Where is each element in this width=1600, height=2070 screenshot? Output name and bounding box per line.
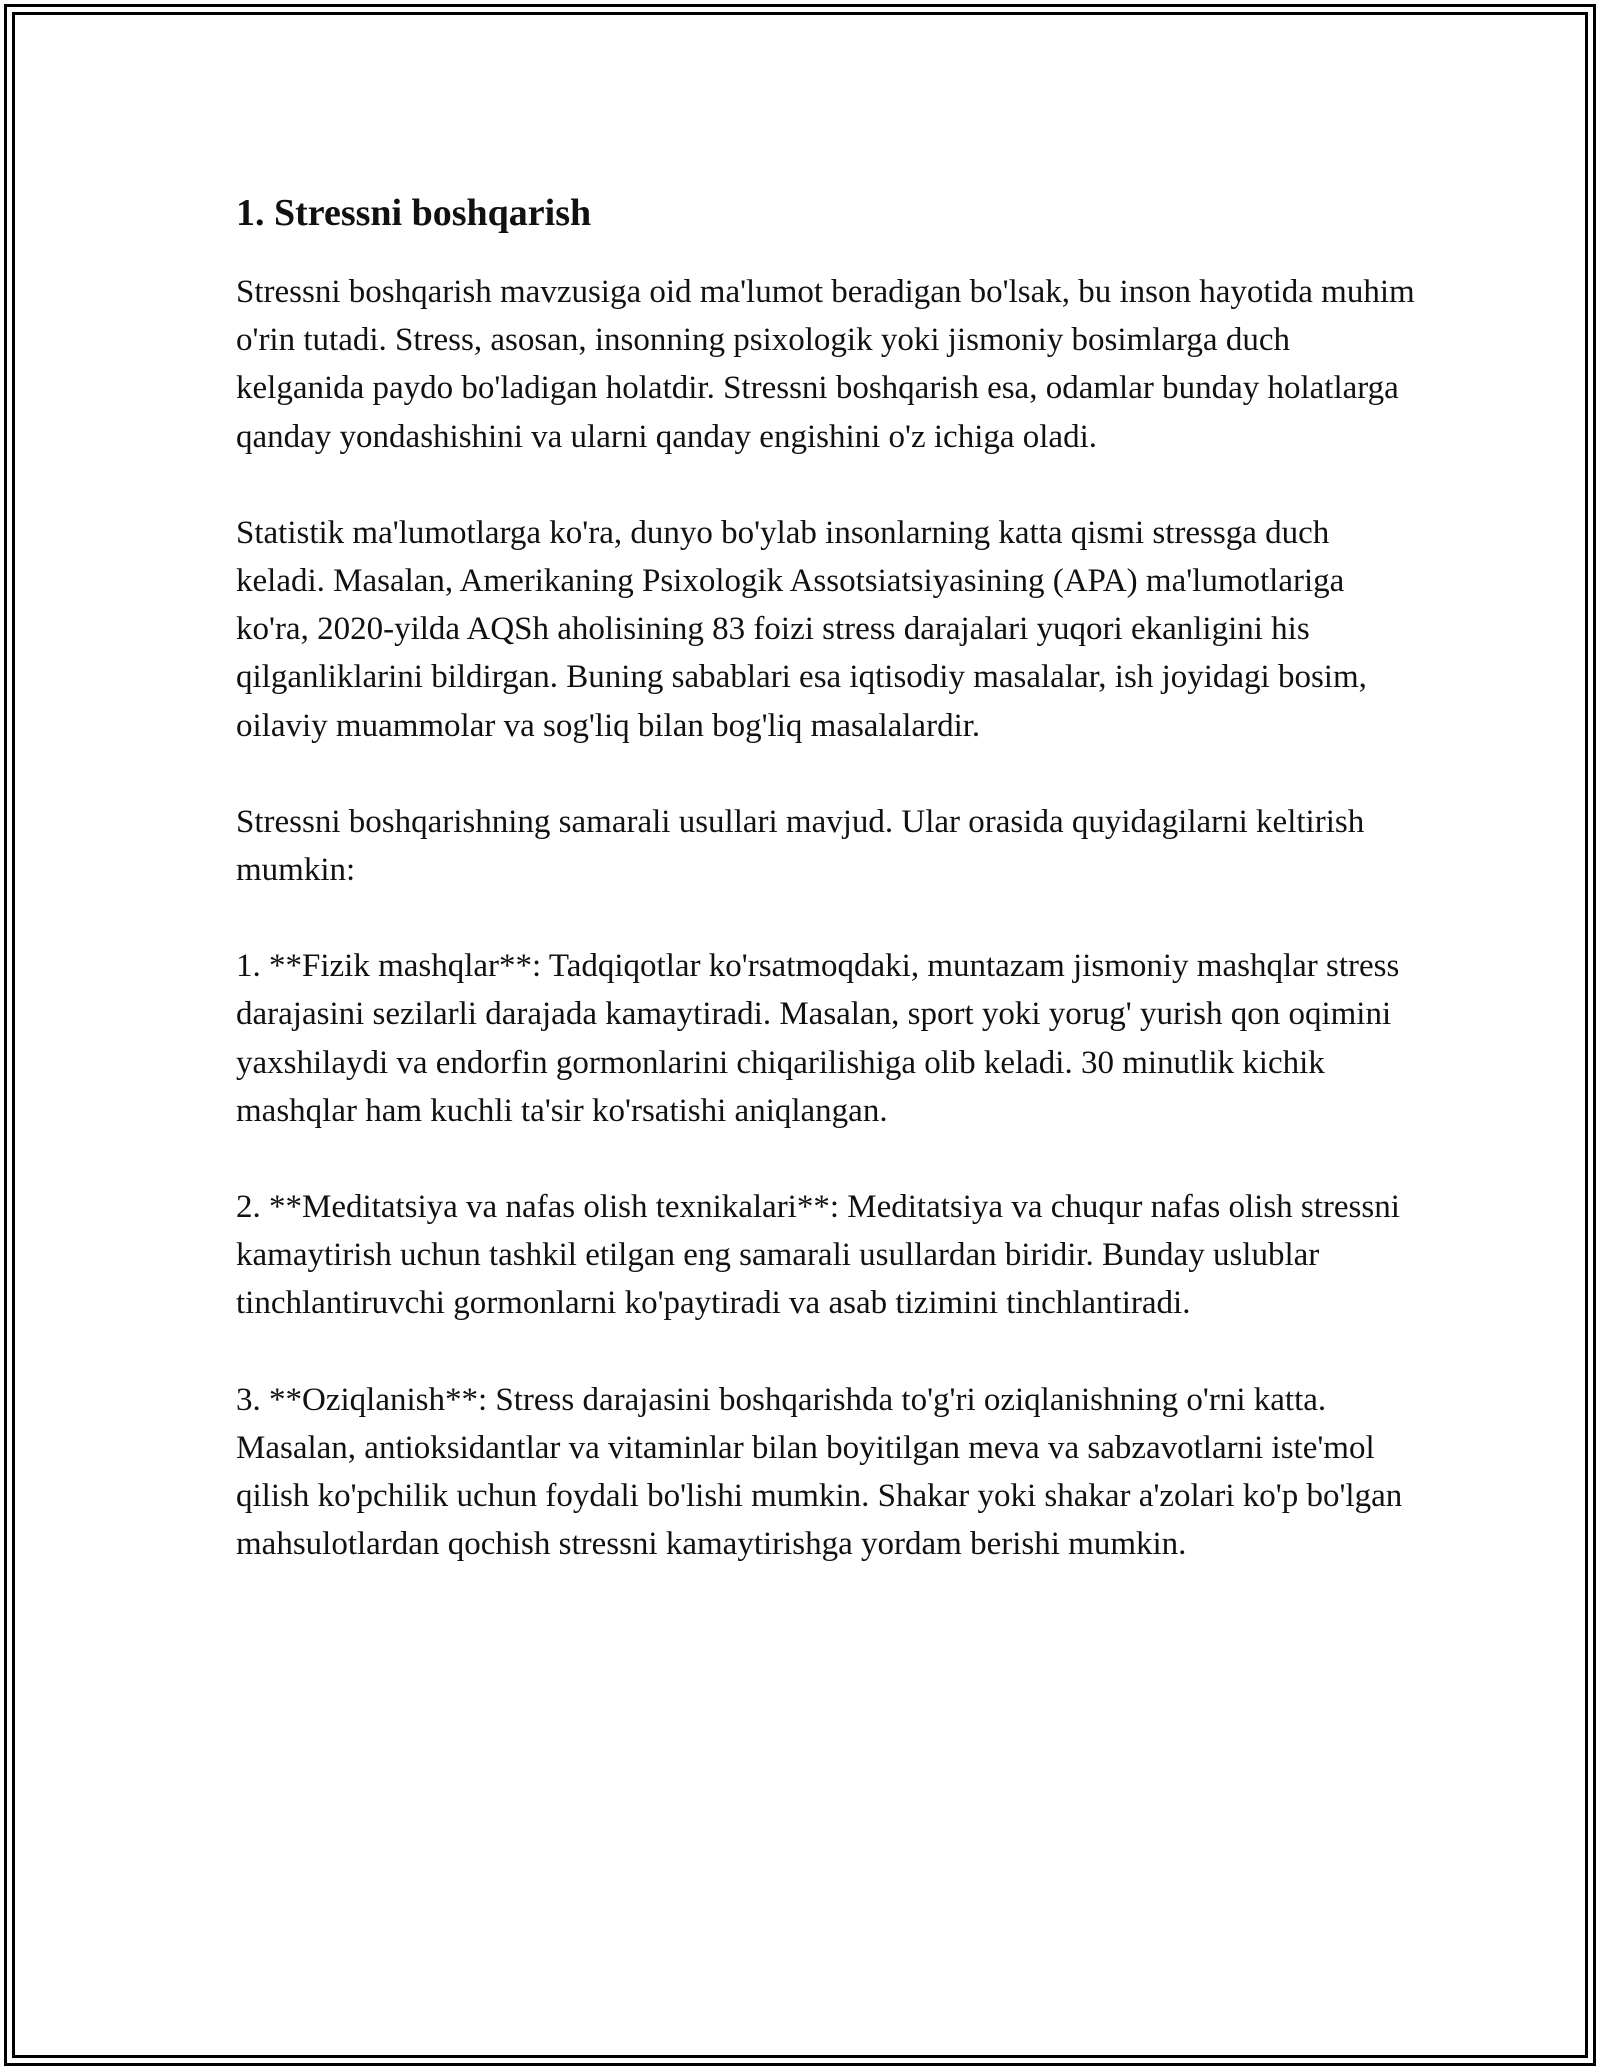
paragraph-statistics: Statistik ma'lumotlarga ko'ra, dunyo bo'ylab insonlarning katta qismi stressga duch keladi. Masalan, Amerikaning Psixologik Assotsiatsiyasining (APA) ma'lumotlariga ko'ra, 2020-yilda AQSh aholisining 83 foizi stress darajalari yuqori ekanligini his qilganliklarini bildirgan. Buning sabablari esa iqtisodiy masalalar, ish joyidagi bosim, oilaviy muammolar va sog'liq bilan bog'liq masalalardir. [236, 514, 1367, 744]
paragraph-intro: Stressni boshqarish mavzusiga oid ma'lumot beradigan bo'lsak, bu inson hayotida muhim o'rin tutadi. Stress, asosan, insonning psixologik yoki jismoniy bosimlarga duch kelganida paydo bo'ladigan holatdir. Stressni boshqarish esa, odamlar bunday holatlarga qanday yondashishini va ularni qanday engishini o'z ichiga oladi. [236, 274, 1415, 455]
list-item-nutrition: 3. **Oziqlanish**: Stress darajasini boshqarishda to'g'ri oziqlanishning o'rni katta. Masalan, antioksidantlar va vitaminlar bilan boyitilgan meva va sabzavotlarni iste'mol qilish ko'pchilik uchun foydali bo'lishi mumkin. Shakar yoki shakar a'zolari ko'p bo'lgan mahsulotlardan qochish stressni kamaytirishga yordam berishi mumkin. [236, 1381, 1403, 1563]
list-item-meditation: 2. **Meditatsiya va nafas olish texnikalari**: Meditatsiya va chuqur nafas olish stressni kamaytirish uchun tashkil etilgan eng samarali usullardan biridir. Bunday uslublar tinchlantiruvchi gormonlarni ko'paytiradi va asab tizimini tinchlantiradi. [236, 1189, 1400, 1322]
section-heading: 1. Stressni boshqarish [236, 192, 592, 234]
paragraph-methods-intro: Stressni boshqarishning samarali usullari mavjud. Ular orasida quyidagilarni keltirish mumkin: [236, 803, 1365, 889]
document-body [236, 186, 1416, 1616]
list-item-physical-exercise: 1. **Fizik mashqlar**: Tadqiqotlar ko'rsatmoqdaki, muntazam jismoniy mashqlar stress darajasini sezilarli darajada kamaytiradi. Masalan, sport yoki yorug' yurish qon oqimini yaxshilaydi va endorfin gormonlarini chiqarilishiga olib keladi. 30 minutlik kichik mashqlar ham kuchli ta'sir ko'rsatishi aniqlangan. [236, 948, 1400, 1129]
